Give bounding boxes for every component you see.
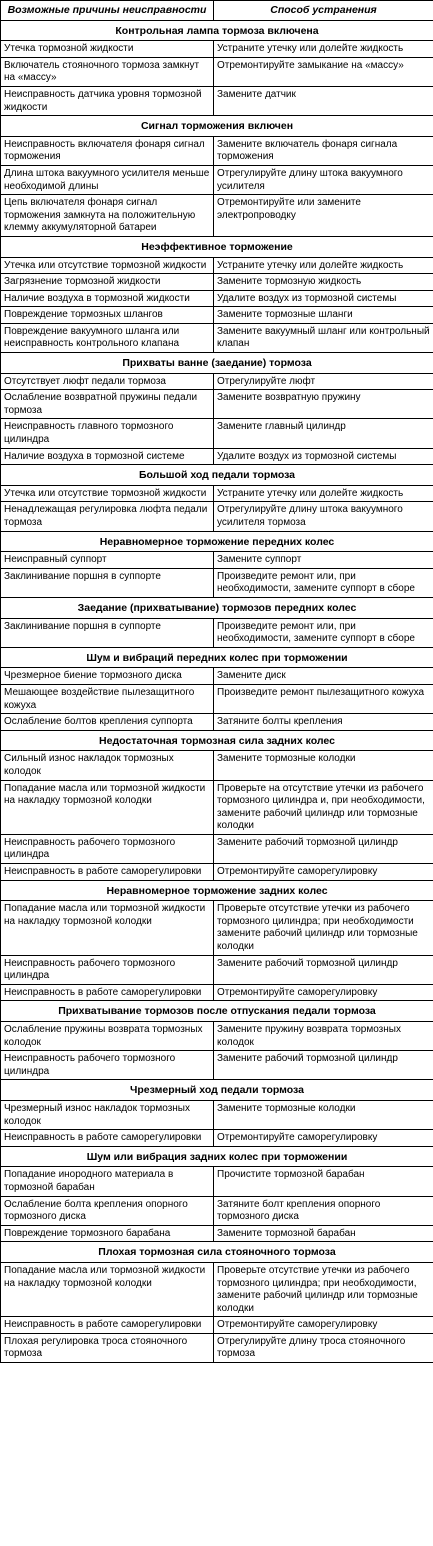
cause-cell: Утечка или отсутствие тормозной жидкости bbox=[1, 257, 214, 274]
remedy-cell: Устраните утечку или долейте жидкость bbox=[214, 41, 433, 58]
header-row bbox=[1, 1, 433, 21]
table-row bbox=[1, 1022, 433, 1051]
remedy-cell: Замените главный цилиндр bbox=[214, 419, 433, 448]
remedy-cell: Отремонтируйте саморегулировку bbox=[214, 984, 433, 1001]
cause-cell: Наличие воздуха в тормозной жидкости bbox=[1, 290, 214, 307]
table-row bbox=[1, 373, 433, 390]
section-header-row bbox=[1, 20, 433, 41]
section-title: Шум или вибрация задних колес при торможении bbox=[1, 1146, 433, 1167]
remedy-cell: Произведите ремонт пылезащитного кожуха bbox=[214, 684, 433, 713]
cause-cell: Длина штока вакуумного усилителя меньше необходимой длины bbox=[1, 165, 214, 194]
cause-cell: Ослабление возвратной пружины педали тормоза bbox=[1, 390, 214, 419]
cause-cell: Неисправность главного тормозного цилиндра bbox=[1, 419, 214, 448]
cause-cell: Наличие воздуха в тормозной системе bbox=[1, 448, 214, 465]
cause-cell: Утечка тормозной жидкости bbox=[1, 41, 214, 58]
cause-cell: Загрязнение тормозной жидкости bbox=[1, 274, 214, 291]
cause-cell: Неисправность в работе саморегулировки bbox=[1, 984, 214, 1001]
cause-cell: Ослабление пружины возврата тормозных колодок bbox=[1, 1022, 214, 1051]
cause-cell: Чрезмерный износ накладок тормозных колодок bbox=[1, 1100, 214, 1129]
remedy-cell: Замените тормозную жидкость bbox=[214, 274, 433, 291]
section-title: Контрольная лампа тормоза включена bbox=[1, 20, 433, 41]
cause-cell: Мешающее воздействие пылезащитного кожуха bbox=[1, 684, 214, 713]
table-row bbox=[1, 419, 433, 448]
cause-cell: Повреждение тормозного барабана bbox=[1, 1225, 214, 1242]
section-title: Плохая тормозная сила стояночного тормоза bbox=[1, 1242, 433, 1263]
table-row bbox=[1, 864, 433, 881]
cause-cell: Попадание масла или тормозной жидкости на накладку тормозной колодки bbox=[1, 901, 214, 955]
section-header-row bbox=[1, 465, 433, 486]
table-row bbox=[1, 751, 433, 780]
remedy-cell: Произведите ремонт или, при необходимости, замените суппорт в сборе bbox=[214, 618, 433, 647]
remedy-cell: Отремонтируйте замыкание на «массу» bbox=[214, 57, 433, 86]
table-row bbox=[1, 195, 433, 237]
remedy-cell: Отрегулируйте люфт bbox=[214, 373, 433, 390]
table-row bbox=[1, 323, 433, 352]
table-row bbox=[1, 668, 433, 685]
cause-cell: Повреждение вакуумного шланга или неисправность контрольного клапана bbox=[1, 323, 214, 352]
cause-cell: Неисправность включателя фонаря сигнал торможения bbox=[1, 136, 214, 165]
cause-cell: Ослабление болта крепления опорного тормозного диска bbox=[1, 1196, 214, 1225]
table-row bbox=[1, 618, 433, 647]
table-row bbox=[1, 502, 433, 531]
table-row bbox=[1, 955, 433, 984]
section-title: Шум и вибраций передних колес при торможении bbox=[1, 647, 433, 668]
cause-cell: Ослабление болтов крепления суппорта bbox=[1, 714, 214, 731]
section-header-row bbox=[1, 1001, 433, 1022]
cause-cell: Ненадлежащая регулировка люфта педали тормоза bbox=[1, 502, 214, 531]
table-row bbox=[1, 1225, 433, 1242]
remedy-cell: Замените тормозной барабан bbox=[214, 1225, 433, 1242]
remedy-cell: Замените включатель фонаря сигнала торможения bbox=[214, 136, 433, 165]
cause-cell: Цепь включателя фонаря сигнал торможения замкнута на положительную клемму аккумуляторной батареи bbox=[1, 195, 214, 237]
table-row bbox=[1, 780, 433, 834]
cause-cell: Отсутствует люфт педали тормоза bbox=[1, 373, 214, 390]
remedy-cell: Замените пружину возврата тормозных колодок bbox=[214, 1022, 433, 1051]
remedy-cell: Отремонтируйте или замените электропроводку bbox=[214, 195, 433, 237]
table-row bbox=[1, 552, 433, 569]
table-row bbox=[1, 290, 433, 307]
table-row bbox=[1, 485, 433, 502]
cause-cell: Неисправность в работе саморегулировки bbox=[1, 1317, 214, 1334]
section-header-row bbox=[1, 236, 433, 257]
remedy-cell: Удалите воздух из тормозной системы bbox=[214, 448, 433, 465]
section-header-row bbox=[1, 730, 433, 751]
remedy-cell: Замените рабочий тормозной цилиндр bbox=[214, 834, 433, 863]
remedy-cell: Проверьте отсутствие утечки из рабочего тормозного цилиндра; при необходимости, замените рабочий цилиндр или тормозные колодки bbox=[214, 1262, 433, 1316]
cause-cell: Повреждение тормозных шлангов bbox=[1, 307, 214, 324]
table-row bbox=[1, 165, 433, 194]
remedy-cell: Замените тормозные колодки bbox=[214, 1100, 433, 1129]
table-row bbox=[1, 714, 433, 731]
table-row bbox=[1, 1130, 433, 1147]
cause-cell: Неисправность датчика уровня тормозной жидкости bbox=[1, 86, 214, 115]
section-title: Прихваты ванне (заедание) тормоза bbox=[1, 353, 433, 374]
section-header-row bbox=[1, 1080, 433, 1101]
section-title: Заедание (прихватывание) тормозов передних колес bbox=[1, 597, 433, 618]
table-row bbox=[1, 1167, 433, 1196]
cause-cell: Плохая регулировка троса стояночного тормоза bbox=[1, 1333, 214, 1362]
cause-cell: Неисправность в работе саморегулировки bbox=[1, 864, 214, 881]
section-header-row bbox=[1, 531, 433, 552]
section-title: Прихватывание тормозов после отпускания педали тормоза bbox=[1, 1001, 433, 1022]
table-row bbox=[1, 1317, 433, 1334]
table-row bbox=[1, 1333, 433, 1362]
table-row bbox=[1, 57, 433, 86]
remedy-cell: Проверьте отсутствие утечки из рабочего тормозного цилиндра; при необходимости замените рабочий цилиндр или тормозные колодки bbox=[214, 901, 433, 955]
section-title: Большой ход педали тормоза bbox=[1, 465, 433, 486]
table-row bbox=[1, 274, 433, 291]
remedy-cell: Замените возвратную пружину bbox=[214, 390, 433, 419]
section-header-row bbox=[1, 116, 433, 137]
cause-cell: Заклинивание поршня в суппорте bbox=[1, 568, 214, 597]
cause-cell: Попадание масла или тормозной жидкости на накладку тормозной колодки bbox=[1, 1262, 214, 1316]
remedy-cell: Затяните болты крепления bbox=[214, 714, 433, 731]
remedy-cell: Затяните болт крепления опорного тормозного диска bbox=[214, 1196, 433, 1225]
table-body bbox=[1, 20, 433, 1362]
section-title: Неравномерное торможение передних колес bbox=[1, 531, 433, 552]
remedy-cell: Удалите воздух из тормозной системы bbox=[214, 290, 433, 307]
remedy-cell: Замените рабочий тормозной цилиндр bbox=[214, 955, 433, 984]
table-row bbox=[1, 41, 433, 58]
remedy-cell: Замените тормозные шланги bbox=[214, 307, 433, 324]
section-title: Чрезмерный ход педали тормоза bbox=[1, 1080, 433, 1101]
table-row bbox=[1, 568, 433, 597]
remedy-cell: Отрегулируйте длину троса стояночного тормоза bbox=[214, 1333, 433, 1362]
table-row bbox=[1, 86, 433, 115]
remedy-cell: Отремонтируйте саморегулировку bbox=[214, 1317, 433, 1334]
section-header-row bbox=[1, 880, 433, 901]
cause-cell: Неисправность в работе саморегулировки bbox=[1, 1130, 214, 1147]
table-row bbox=[1, 684, 433, 713]
section-title: Неэффективное торможение bbox=[1, 236, 433, 257]
table-row bbox=[1, 390, 433, 419]
section-title: Сигнал торможения включен bbox=[1, 116, 433, 137]
table-row bbox=[1, 136, 433, 165]
table-row bbox=[1, 307, 433, 324]
remedy-cell: Отрегулируйте длину штока вакуумного усилителя тормоза bbox=[214, 502, 433, 531]
remedy-cell: Прочистите тормозной барабан bbox=[214, 1167, 433, 1196]
table-row bbox=[1, 901, 433, 955]
remedy-cell: Отремонтируйте саморегулировку bbox=[214, 864, 433, 881]
cause-cell: Неисправный суппорт bbox=[1, 552, 214, 569]
remedy-cell: Замените вакуумный шланг или контрольный клапан bbox=[214, 323, 433, 352]
cause-column-header: Возможные причины неисправности bbox=[1, 1, 214, 21]
table-row bbox=[1, 1051, 433, 1080]
cause-cell: Попадание инородного материала в тормозной барабан bbox=[1, 1167, 214, 1196]
section-title: Неравномерное торможение задних колес bbox=[1, 880, 433, 901]
remedy-cell: Устраните утечку или долейте жидкость bbox=[214, 257, 433, 274]
remedy-cell: Замените тормозные колодки bbox=[214, 751, 433, 780]
remedy-column-header: Способ устранения bbox=[214, 1, 433, 21]
table-row bbox=[1, 1196, 433, 1225]
cause-cell: Заклинивание поршня в суппорте bbox=[1, 618, 214, 647]
remedy-cell: Проверьте на отсутствие утечки из рабочего тормозного цилиндра и, при необходимости, замените рабочий цилиндр или тормозные колодки bbox=[214, 780, 433, 834]
cause-cell: Неисправность рабочего тормозного цилиндра bbox=[1, 1051, 214, 1080]
section-header-row bbox=[1, 597, 433, 618]
remedy-cell: Замените суппорт bbox=[214, 552, 433, 569]
table-row bbox=[1, 984, 433, 1001]
remedy-cell: Произведите ремонт или, при необходимости, замените суппорт в сборе bbox=[214, 568, 433, 597]
table-row bbox=[1, 1262, 433, 1316]
cause-cell: Неисправность рабочего тормозного цилиндра bbox=[1, 834, 214, 863]
remedy-cell: Замените рабочий тормозной цилиндр bbox=[214, 1051, 433, 1080]
cause-cell: Неисправность рабочего тормозного цилиндра bbox=[1, 955, 214, 984]
section-header-row bbox=[1, 647, 433, 668]
cause-cell: Чрезмерное биение тормозного диска bbox=[1, 668, 214, 685]
remedy-cell: Замените датчик bbox=[214, 86, 433, 115]
table-row bbox=[1, 834, 433, 863]
cause-cell: Попадание масла или тормозной жидкости на накладку тормозной колодки bbox=[1, 780, 214, 834]
cause-cell: Утечка или отсутствие тормозной жидкости bbox=[1, 485, 214, 502]
table-row bbox=[1, 257, 433, 274]
remedy-cell: Замените диск bbox=[214, 668, 433, 685]
section-title: Недостаточная тормозная сила задних колес bbox=[1, 730, 433, 751]
remedy-cell: Устраните утечку или долейте жидкость bbox=[214, 485, 433, 502]
section-header-row bbox=[1, 1242, 433, 1263]
table-row bbox=[1, 448, 433, 465]
remedy-cell: Отрегулируйте длину штока вакуумного усилителя bbox=[214, 165, 433, 194]
cause-cell: Включатель стояночного тормоза замкнут на «массу» bbox=[1, 57, 214, 86]
cause-cell: Сильный износ накладок тормозных колодок bbox=[1, 751, 214, 780]
section-header-row bbox=[1, 353, 433, 374]
table-row bbox=[1, 1100, 433, 1129]
section-header-row bbox=[1, 1146, 433, 1167]
remedy-cell: Отремонтируйте саморегулировку bbox=[214, 1130, 433, 1147]
